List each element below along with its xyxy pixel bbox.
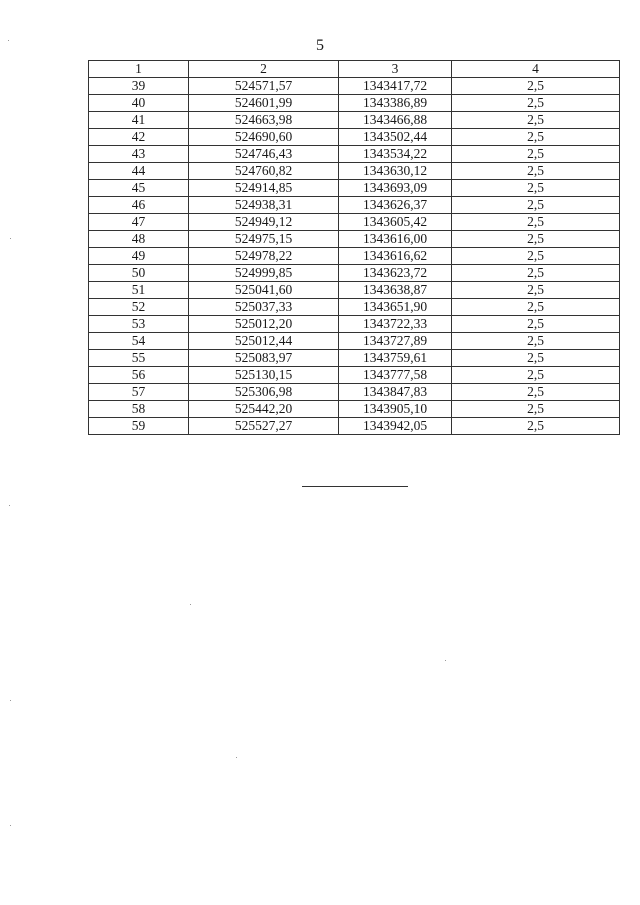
table-cell: 2,5 <box>452 316 620 333</box>
column-header: 3 <box>339 61 452 78</box>
table-cell: 2,5 <box>452 384 620 401</box>
table-cell: 43 <box>89 146 189 163</box>
table-row <box>89 129 620 146</box>
table-cell: 524760,82 <box>189 163 339 180</box>
table-cell: 1343777,58 <box>339 367 452 384</box>
table-header-row <box>89 61 620 78</box>
table-cell: 525012,44 <box>189 333 339 350</box>
scan-speck <box>10 238 11 239</box>
scan-speck <box>236 757 237 758</box>
table-row <box>89 333 620 350</box>
table-cell: 524938,31 <box>189 197 339 214</box>
table-cell: 524914,85 <box>189 180 339 197</box>
table-cell: 525527,27 <box>189 418 339 435</box>
table-cell: 525012,20 <box>189 316 339 333</box>
table-cell: 1343847,83 <box>339 384 452 401</box>
table-row <box>89 265 620 282</box>
table-cell: 50 <box>89 265 189 282</box>
table-cell: 2,5 <box>452 350 620 367</box>
table-cell: 2,5 <box>452 401 620 418</box>
table-cell: 2,5 <box>452 95 620 112</box>
table-cell: 2,5 <box>452 265 620 282</box>
table-cell: 1343693,09 <box>339 180 452 197</box>
table-cell: 1343466,88 <box>339 112 452 129</box>
scan-speck <box>9 505 10 506</box>
table-row <box>89 180 620 197</box>
table-cell: 2,5 <box>452 180 620 197</box>
table-cell: 524949,12 <box>189 214 339 231</box>
table-cell: 1343417,72 <box>339 78 452 95</box>
table-cell: 59 <box>89 418 189 435</box>
table-row <box>89 401 620 418</box>
table-cell: 524663,98 <box>189 112 339 129</box>
table-cell: 1343605,42 <box>339 214 452 231</box>
scan-speck <box>8 40 9 41</box>
table-cell: 1343942,05 <box>339 418 452 435</box>
table-cell: 2,5 <box>452 282 620 299</box>
table-cell: 48 <box>89 231 189 248</box>
table-cell: 2,5 <box>452 214 620 231</box>
table-cell: 525037,33 <box>189 299 339 316</box>
scan-speck <box>10 825 11 826</box>
table-row <box>89 299 620 316</box>
column-header: 2 <box>189 61 339 78</box>
table-cell: 524690,60 <box>189 129 339 146</box>
table-row <box>89 163 620 180</box>
table-row <box>89 384 620 401</box>
table-row <box>89 282 620 299</box>
table-cell: 525041,60 <box>189 282 339 299</box>
table-cell: 524601,99 <box>189 95 339 112</box>
table-row <box>89 418 620 435</box>
scan-speck <box>190 604 191 605</box>
table-cell: 2,5 <box>452 163 620 180</box>
table-cell: 1343386,89 <box>339 95 452 112</box>
table-row <box>89 248 620 265</box>
table-row <box>89 214 620 231</box>
table-cell: 56 <box>89 367 189 384</box>
table-body <box>89 78 620 435</box>
page-number: 5 <box>316 37 324 54</box>
table-cell: 2,5 <box>452 333 620 350</box>
scan-speck <box>10 700 11 701</box>
table-cell: 39 <box>89 78 189 95</box>
table-cell: 1343502,44 <box>339 129 452 146</box>
table-cell: 525083,97 <box>189 350 339 367</box>
table-cell: 524975,15 <box>189 231 339 248</box>
table-cell: 1343534,22 <box>339 146 452 163</box>
table-cell: 2,5 <box>452 146 620 163</box>
table-cell: 44 <box>89 163 189 180</box>
table-cell: 54 <box>89 333 189 350</box>
table-cell: 1343630,12 <box>339 163 452 180</box>
table-cell: 2,5 <box>452 299 620 316</box>
table-cell: 2,5 <box>452 78 620 95</box>
table-cell: 2,5 <box>452 197 620 214</box>
table-cell: 45 <box>89 180 189 197</box>
table-cell: 57 <box>89 384 189 401</box>
table-row <box>89 367 620 384</box>
table-cell: 51 <box>89 282 189 299</box>
table-row <box>89 112 620 129</box>
table-cell: 2,5 <box>452 129 620 146</box>
table-row <box>89 78 620 95</box>
table-cell: 2,5 <box>452 367 620 384</box>
table-cell: 524746,43 <box>189 146 339 163</box>
table-cell: 524999,85 <box>189 265 339 282</box>
table-cell: 41 <box>89 112 189 129</box>
table-cell: 47 <box>89 214 189 231</box>
table-cell: 58 <box>89 401 189 418</box>
table-row <box>89 95 620 112</box>
table-cell: 1343616,62 <box>339 248 452 265</box>
scan-speck <box>445 660 446 661</box>
table-row <box>89 231 620 248</box>
table-cell: 1343759,61 <box>339 350 452 367</box>
table-cell: 1343616,00 <box>339 231 452 248</box>
table-cell: 525306,98 <box>189 384 339 401</box>
table-cell: 2,5 <box>452 248 620 265</box>
table-cell: 52 <box>89 299 189 316</box>
table-cell: 525130,15 <box>189 367 339 384</box>
table-cell: 1343905,10 <box>339 401 452 418</box>
end-of-document-rule <box>302 486 408 487</box>
table-cell: 46 <box>89 197 189 214</box>
table-cell: 53 <box>89 316 189 333</box>
table-cell: 1343626,37 <box>339 197 452 214</box>
table-cell: 49 <box>89 248 189 265</box>
table-cell: 2,5 <box>452 112 620 129</box>
table-row <box>89 197 620 214</box>
table-cell: 42 <box>89 129 189 146</box>
table-cell: 1343727,89 <box>339 333 452 350</box>
table-cell: 2,5 <box>452 231 620 248</box>
table-cell: 55 <box>89 350 189 367</box>
table-row <box>89 350 620 367</box>
column-header: 4 <box>452 61 620 78</box>
table-cell: 1343638,87 <box>339 282 452 299</box>
table-row <box>89 146 620 163</box>
table-cell: 524571,57 <box>189 78 339 95</box>
table-cell: 525442,20 <box>189 401 339 418</box>
table-cell: 2,5 <box>452 418 620 435</box>
table-cell: 1343722,33 <box>339 316 452 333</box>
table-cell: 1343651,90 <box>339 299 452 316</box>
column-header: 1 <box>89 61 189 78</box>
table-cell: 1343623,72 <box>339 265 452 282</box>
coordinates-table <box>88 60 620 435</box>
table-cell: 40 <box>89 95 189 112</box>
table-cell: 524978,22 <box>189 248 339 265</box>
table-row <box>89 316 620 333</box>
